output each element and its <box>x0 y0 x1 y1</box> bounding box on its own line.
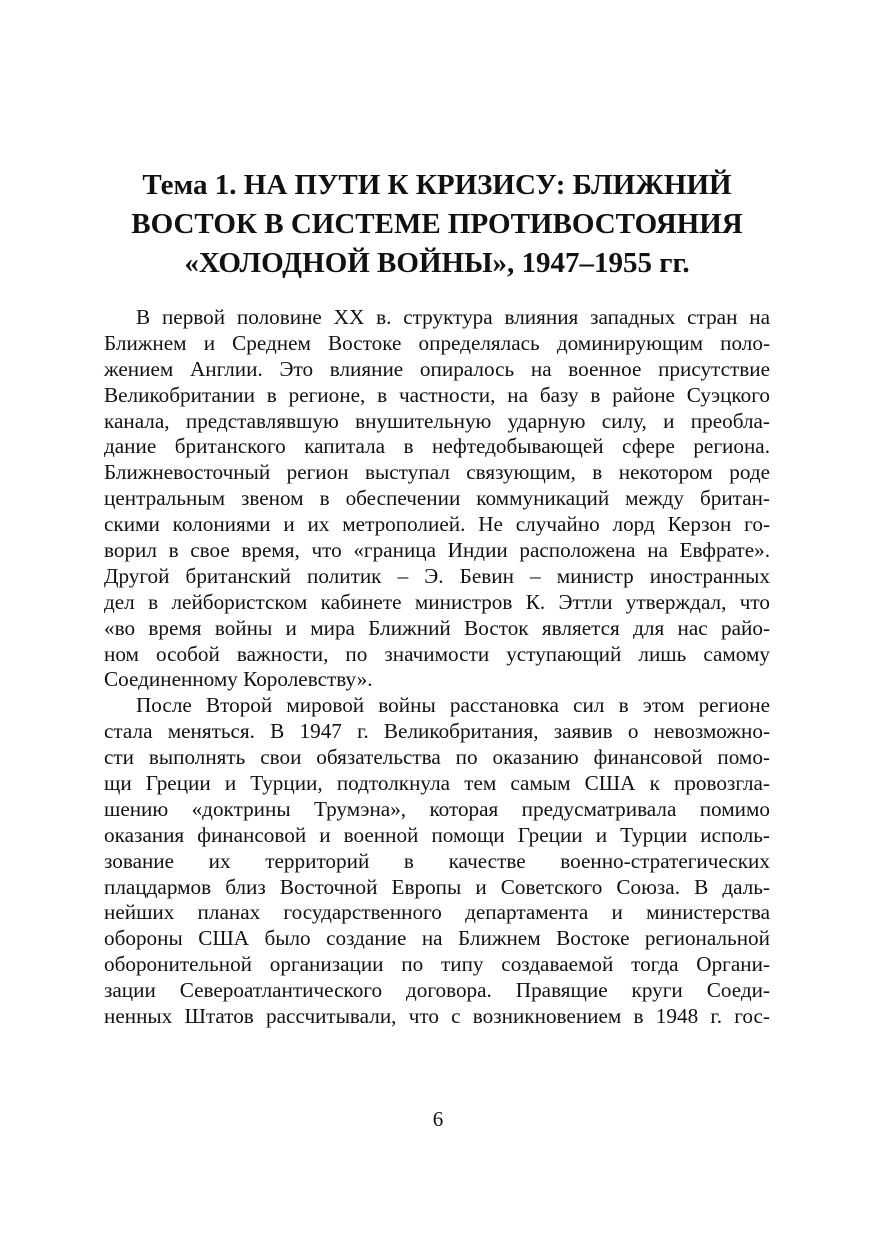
text-line: дание британского капитала в нефтедобывающей сфере региона. <box>104 434 770 459</box>
text-line: Соединенному Королевству». <box>104 667 373 692</box>
text-line: ном особой важности, по значимости уступающий лишь самому <box>104 641 770 666</box>
text-line: зации Североатлантического договора. Правящие круги Соеди- <box>104 978 770 1003</box>
text-line: обороны США было создание на Ближнем Востоке региональной <box>104 926 770 951</box>
text-line: щи Греции и Турции, подтолкнула тем самым США к провозгла- <box>104 771 770 796</box>
text-line: зование их территорий в качестве военно-стратегических <box>104 848 770 873</box>
text-line: шению «доктрины Трумэна», которая предусматривала помимо <box>104 796 770 821</box>
text-line: жением Англии. Это влияние опиралось на военное присутствие <box>104 356 770 381</box>
text-line: ненных Штатов рассчитывали, что с возникновением в 1948 г. гос- <box>104 1004 770 1029</box>
text-line: сти выполнять свои обязательства по оказанию финансовой помо- <box>104 745 770 770</box>
page-number: 6 <box>432 1107 444 1131</box>
text-line: центральным звеном в обеспечении коммуникаций между британ- <box>104 486 770 511</box>
text-line: ворил в свое время, что «граница Индии расположена на Евфрате». <box>104 538 770 563</box>
text-line: Великобритании в регионе, в частности, на базу в районе Суэцкого <box>104 382 770 407</box>
chapter-title-line: ВОСТОК В СИСТЕМЕ ПРОТИВОСТОЯНИЯ <box>131 208 743 240</box>
text-line: Ближнем и Среднем Востоке определялась доминирующим поло- <box>104 330 770 355</box>
text-line: «во время войны и мира Ближний Восток является для нас райо- <box>104 615 770 640</box>
chapter-title-line: «ХОЛОДНОЙ ВОЙНЫ», 1947–1955 гг. <box>184 247 690 279</box>
text-line: В первой половине XX в. структура влияния западных стран на <box>136 305 770 329</box>
paragraph-2 <box>104 693 770 1030</box>
text-line: нейших планах государственного департамента и министерства <box>104 900 770 925</box>
text-line: Другой британский политик – Э. Бевин – министр иностранных <box>104 563 770 588</box>
text-line: После Второй мировой войны расстановка сил в этом регионе <box>136 693 770 718</box>
text-line: Ближневосточный регион выступал связующим, в некотором роде <box>104 460 770 485</box>
text-line: стала меняться. В 1947 г. Великобритания, заявив о невозможно- <box>104 719 770 744</box>
text-line: плацдармов близ Восточной Европы и Советского Союза. В даль- <box>104 874 770 899</box>
body-text <box>104 305 770 1030</box>
text-line: оказания финансовой и военной помощи Греции и Турции исполь- <box>104 822 770 847</box>
chapter-title-line: Тема 1. НА ПУТИ К КРИЗИСУ: БЛИЖНИЙ <box>142 169 732 201</box>
paragraph-1 <box>104 305 770 693</box>
chapter-title <box>104 166 770 283</box>
text-line: канала, представлявшую внушительную ударную силу, и преобла- <box>104 408 770 433</box>
text-line: дел в лейбористском кабинете министров К. Эттли утверждал, что <box>104 589 770 614</box>
text-line: оборонительной организации по типу создаваемой тогда Органи- <box>104 952 770 977</box>
text-line: скими колониями и их метрополией. Не случайно лорд Керзон го- <box>104 512 770 537</box>
